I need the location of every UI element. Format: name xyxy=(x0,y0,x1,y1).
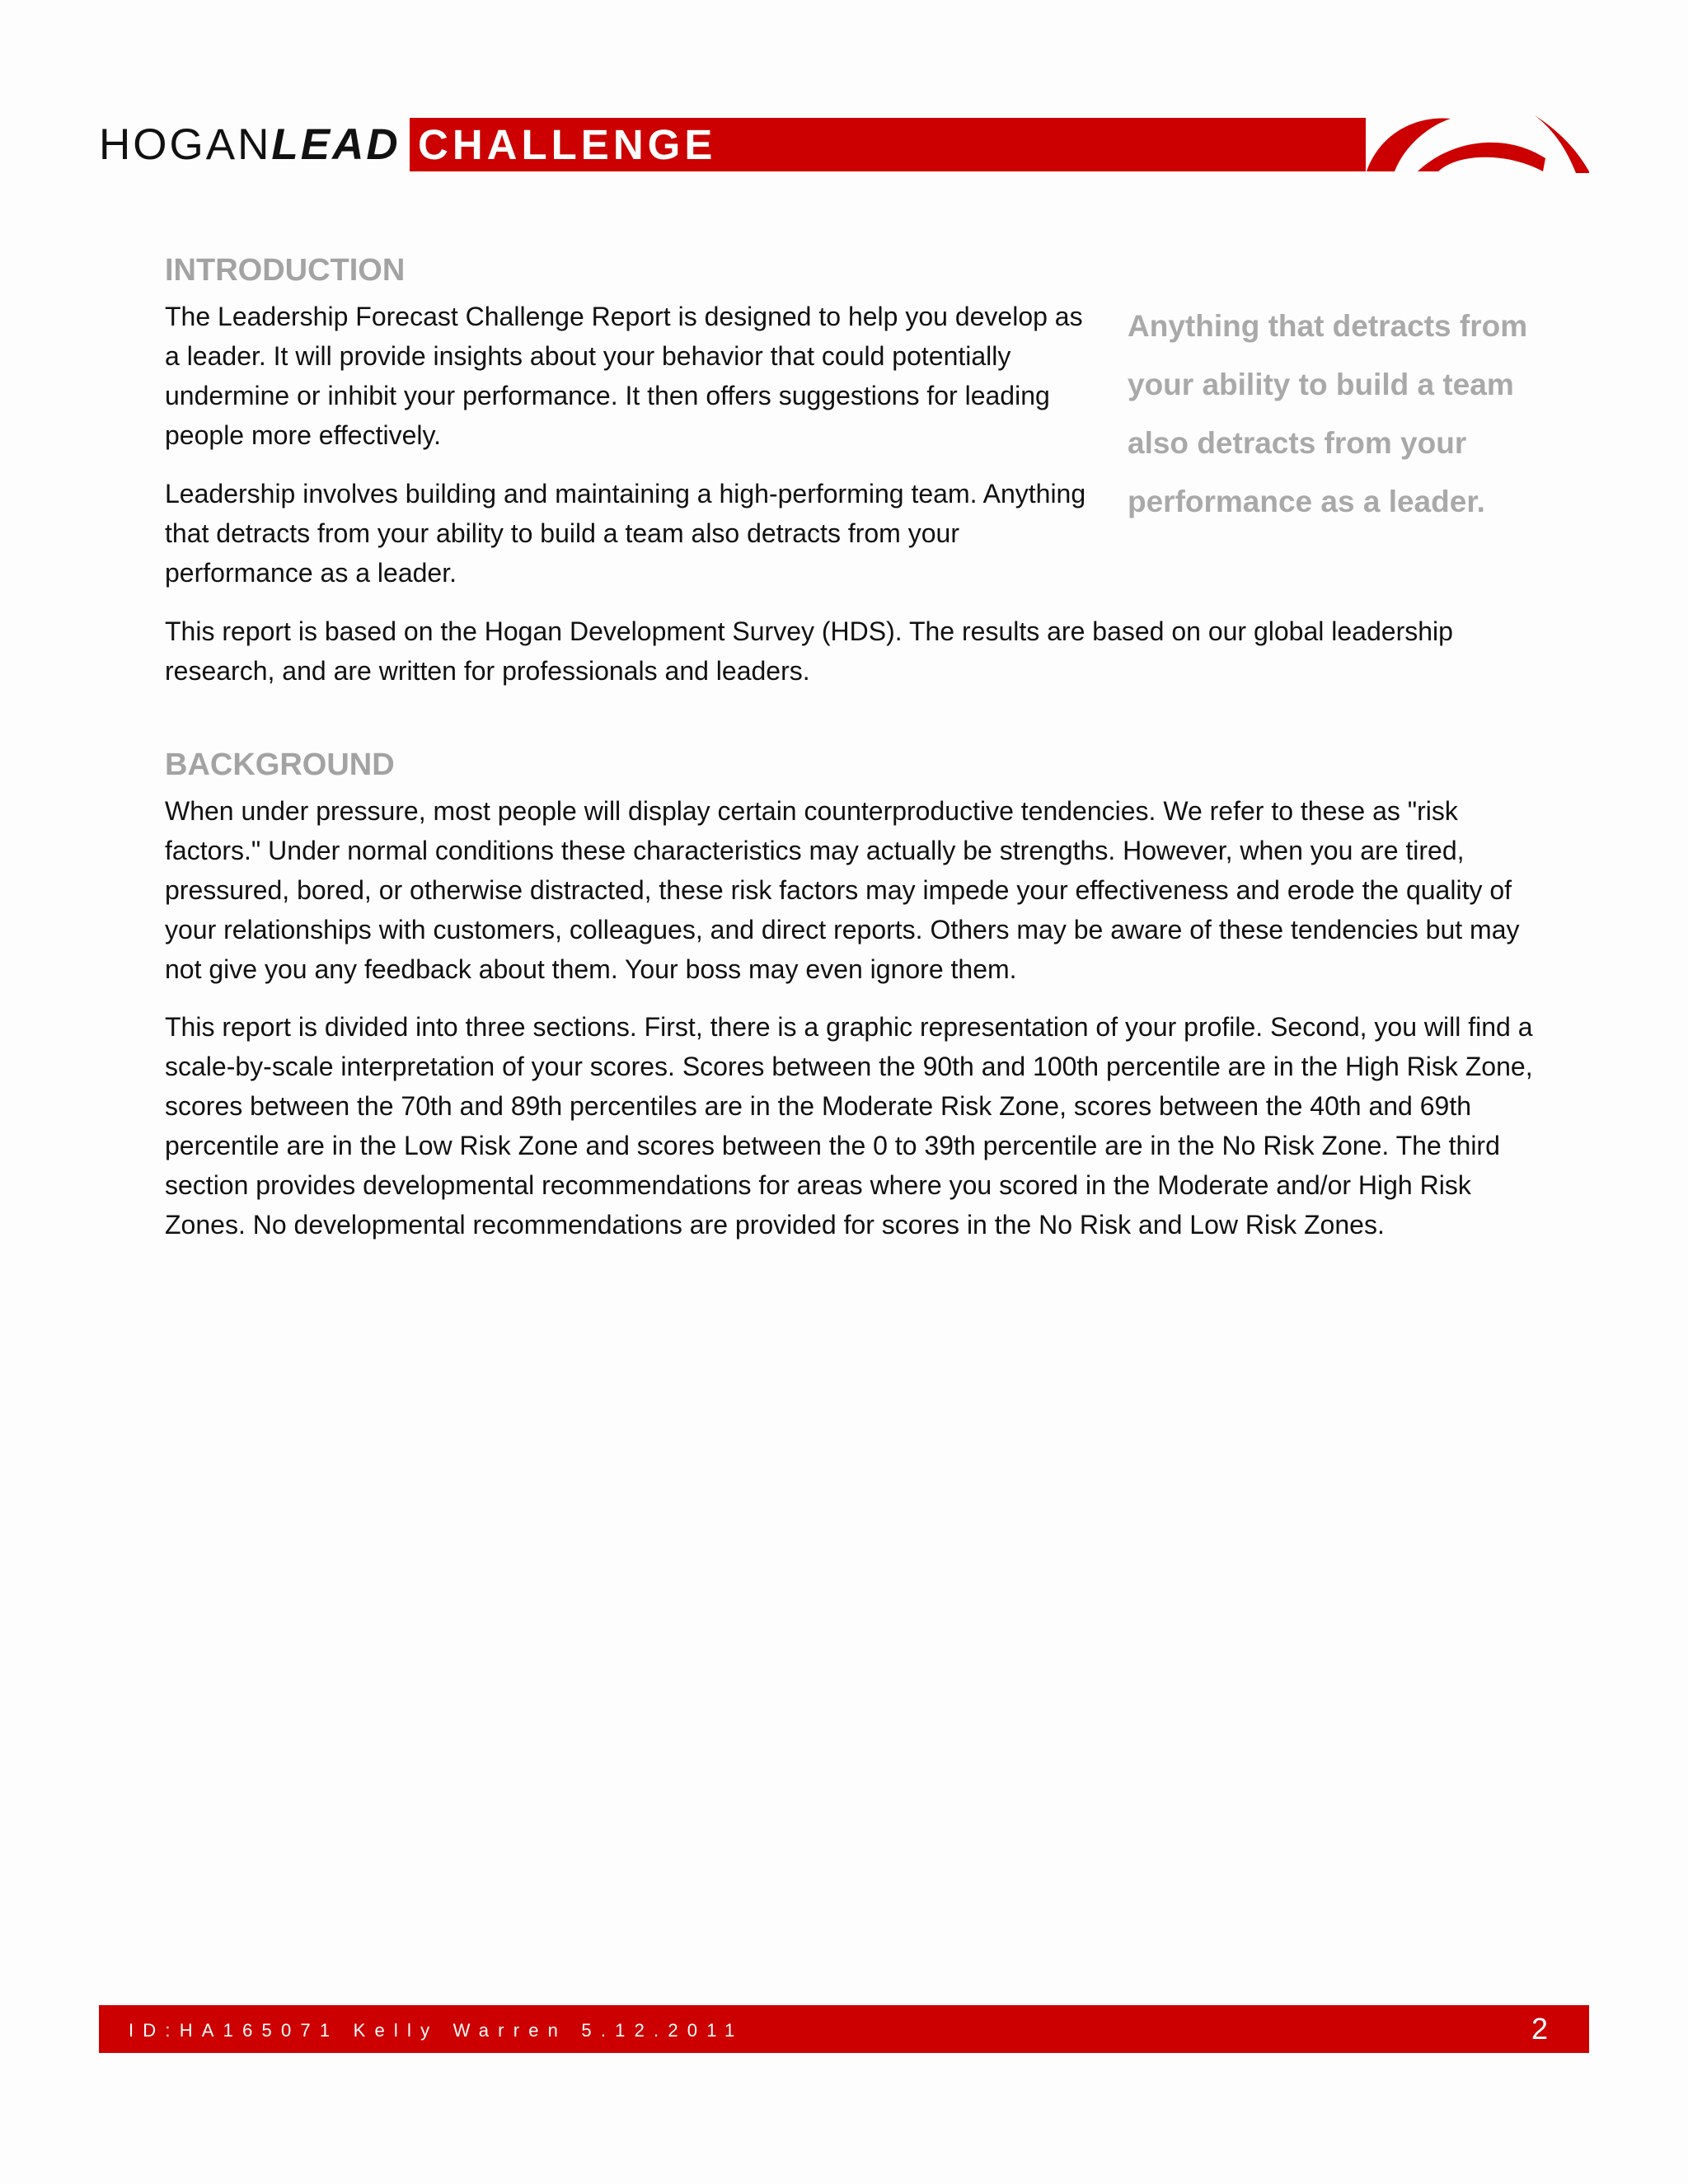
introduction-heading: INTRODUCTION xyxy=(165,253,406,288)
pull-quote: Anything that detracts from your ability to build a team also detracts from your performance as a leader. xyxy=(1128,309,1528,518)
background-heading: BACKGROUND xyxy=(165,748,395,782)
swoosh-logo-icon xyxy=(1360,107,1591,181)
page-number: 2 xyxy=(1531,2012,1548,2046)
intro-paragraph-2: Leadership involves building and maintaining a high-performing team. Anything that detracts from your ability to build a team also detracts from your performance as a leader. xyxy=(165,479,1086,588)
intro-paragraph-3: This report is based on the Hogan Development Survey (HDS). The results are based on our global leadership research, and are written for professionals and leaders. xyxy=(165,616,1453,686)
background-paragraph-1: When under pressure, most people will display certain counterproductive tendencies. We refer to these as "risk factors." Under normal conditions these characteristics may actually be strengths. However, when you are tired, pressured, bored, or otherwise distracted, these risk factors may impede your effectiveness and erode the quality of your relationships with customers, colleagues, and direct reports. Others may be aware of these tendencies but may not give you any feedback about them. Your boss may even ignore them. xyxy=(165,796,1520,984)
report-header xyxy=(0,0,1688,181)
report-id-text: ID:HA165071 Kelly Warren 5.12.2011 xyxy=(129,2020,744,2041)
report-title: CHALLENGE xyxy=(418,121,717,168)
background-paragraph-2: This report is divided into three sections. First, there is a graphic representation of your profile. Second, you will find a scale-by-scale interpretation of your scores. Scores between the 90th and 100th percentile are in the High Risk Zone, scores between the 70th and 89th percentiles are in the Moderate Risk Zone, scores between the 40th and 69th percentile are in the Low Risk Zone and scores between the 0 to 39th percentile are in the No Risk Zone. The third section provides developmental recommendations for areas where you scored in the Moderate and/or High Risk Zones. No developmental recommendations are provided for scores in the No Risk and Low Risk Zones. xyxy=(165,1012,1533,1240)
intro-paragraph-1: The Leadership Forecast Challenge Report is designed to help you develop as a leader. It will provide insights about your behavior that could potentially undermine or inhibit your performance. It then offers suggestions for leading people more effectively. xyxy=(165,302,1083,450)
brand-logo xyxy=(99,119,401,171)
footer-bar xyxy=(99,2005,1589,2053)
title-bar xyxy=(410,118,1366,171)
brand-prefix: HOGAN xyxy=(99,120,272,169)
brand-bold: LEAD xyxy=(271,120,401,169)
